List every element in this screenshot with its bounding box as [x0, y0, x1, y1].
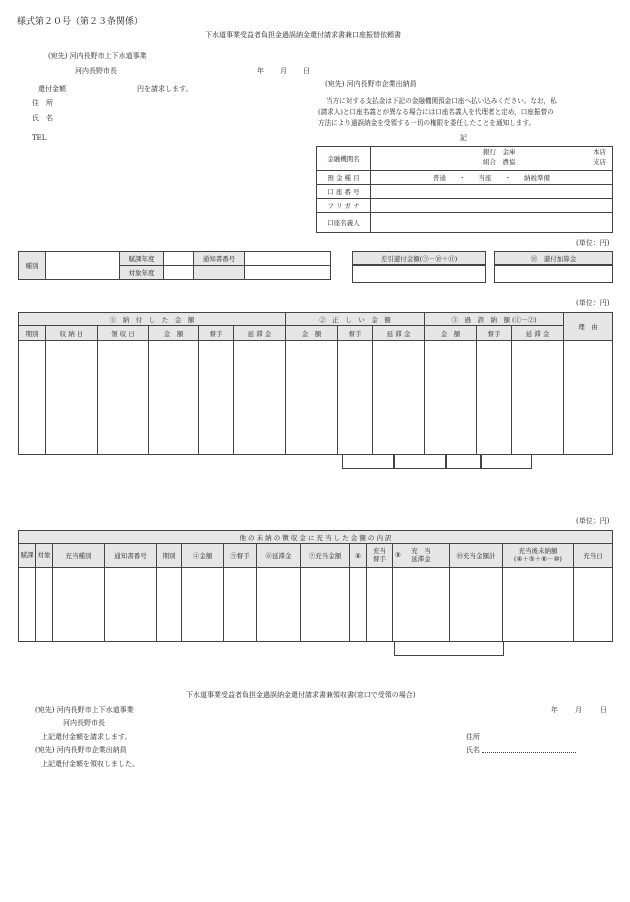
body-cell[interactable] [46, 341, 98, 455]
body-cell[interactable] [234, 341, 286, 455]
receipt-name-line[interactable] [482, 752, 576, 753]
tsuchi-no-lower [194, 266, 245, 280]
body-cell[interactable] [350, 568, 367, 642]
col-tsuchi: 通知書番号 [105, 544, 157, 568]
receipt-line2: 河内長野市長 [63, 719, 105, 727]
unit-label-1: (単位：円) [576, 239, 610, 247]
body-cell[interactable] [477, 341, 512, 455]
name-label: 氏 名 [32, 114, 53, 122]
body-cell[interactable] [149, 341, 199, 455]
total-kingaku-3[interactable] [394, 454, 446, 469]
bank-types-2: 組合 農協 [483, 158, 516, 166]
receipt-day: 日 [600, 706, 607, 714]
deposit-type-label: 預 金 種 目 [317, 171, 371, 185]
receipt-line5: 上記還付金額を領収しました。 [41, 760, 139, 768]
col-kingaku-4: ④金額 [182, 544, 224, 568]
furigana-label: フ リ ガ ナ [317, 199, 371, 213]
col-kibetsu-2: 期別 [157, 544, 182, 568]
branch-1: 本店 [593, 148, 606, 156]
total-juto[interactable] [394, 641, 504, 656]
col-tokushu-2: 督手 [338, 326, 373, 341]
body-cell[interactable] [182, 568, 224, 642]
account-number-cell[interactable] [371, 185, 613, 199]
body-cell[interactable] [574, 568, 613, 642]
payment-table [18, 312, 613, 455]
body-cell[interactable] [503, 568, 574, 642]
kasan-label: ⑪ 還付加算金 [494, 251, 613, 265]
col-9: ⑨ [395, 551, 401, 559]
col-entai-2: 延 滞 金 [373, 326, 425, 341]
tel-label: TEL [32, 134, 47, 142]
body-cell[interactable] [36, 568, 53, 642]
col-tokushu-1: 督手 [199, 326, 234, 341]
col-juto-shubetsu: 充当種別 [53, 544, 105, 568]
form-number: 様式第２０号（第２３条関係） [17, 17, 144, 27]
tsuchi-no-cell[interactable] [245, 252, 331, 266]
receipt-title: 下水道事業受益者負担金過誤納金還付請求書兼領収書(窓口で受領の場合) [186, 691, 416, 699]
body-cell[interactable] [393, 568, 450, 642]
col-mino-2: (④＋⑤＋⑥－⑩) [514, 554, 562, 563]
fuka-nendo-cell[interactable] [164, 252, 194, 266]
total-entai-3[interactable] [481, 454, 532, 469]
col-ryoshu-bi: 領 収 日 [98, 326, 149, 341]
total-tokushu-3[interactable] [446, 454, 481, 469]
receipt-line3: 上記還付金額を請求します。 [41, 733, 132, 741]
allocation-heading: 他 の 未 納 の 徴 収 金 に 充 当 し た 金 額 の 内 訳 [19, 531, 613, 544]
col-9-label [393, 544, 450, 568]
bank-name-cell[interactable] [371, 147, 613, 171]
col-mino-1: 充当後未納額 [518, 546, 558, 555]
body-cell[interactable] [105, 568, 157, 642]
body-cell[interactable] [512, 341, 564, 455]
reason-header: 理 由 [564, 313, 613, 341]
col-9c: 延滞金 [411, 554, 431, 563]
correct-amount-header: ② 正 し い 金 額 [286, 313, 425, 326]
receipt-line4: (宛先) 河内長野市企業出納員 [35, 746, 127, 754]
col-juto-7: ⑦充当金額 [301, 544, 350, 568]
notice-line2: (請求人)と口座名義とが異なる場合には口座名義人を代理者と定め，口座振替の [318, 108, 554, 116]
body-cell[interactable] [286, 341, 338, 455]
holder-label: 口座名義人 [317, 213, 371, 233]
treasurer-heading: (宛先) 河内長野市企業出納員 [325, 80, 417, 88]
unit-label-2: (単位：円) [576, 299, 610, 307]
bank-table [316, 146, 613, 233]
body-cell[interactable] [367, 568, 393, 642]
body-cell[interactable] [157, 568, 182, 642]
body-cell[interactable] [199, 341, 234, 455]
branch-2: 支店 [593, 158, 606, 166]
col-kibetsu: 期別 [19, 326, 46, 341]
unit-label-3: (単位：円) [576, 517, 610, 525]
deposit-type-cell[interactable]: 普通 ・ 当座 ・ 納税準備 [371, 171, 613, 185]
kasan-cell[interactable] [494, 265, 613, 283]
overpaid-header: ③ 過 誤 納 額 (①－②) [425, 313, 564, 326]
category-table [18, 251, 331, 280]
col-8b: 充当 [373, 547, 386, 556]
col-entai-1: 延 滞 金 [234, 326, 286, 341]
paid-amount-header: ① 納 付 し た 金 額 [19, 313, 286, 326]
fuka-nendo-label: 賦課年度 [120, 252, 164, 266]
form-title: 下水道事業受益者負担金過誤納金還付請求書兼口座振替依頼書 [205, 31, 401, 39]
body-cell[interactable] [338, 341, 373, 455]
bank-name-label: 金融機関名 [317, 147, 371, 171]
sashihiki-label: 差引還付金額(③－⑩＋⑪) [352, 251, 486, 265]
body-cell[interactable] [53, 568, 105, 642]
taisho-nendo-cell[interactable] [164, 266, 194, 280]
body-cell[interactable] [301, 568, 350, 642]
body-cell[interactable] [425, 341, 477, 455]
holder-cell[interactable] [371, 213, 613, 233]
refund-suffix: 円を請求します。 [137, 85, 193, 93]
col-kingaku-2: 金 額 [286, 326, 338, 341]
furigana-cell[interactable] [371, 199, 613, 213]
date-year: 年 [257, 67, 264, 75]
col-8c: 督手 [373, 554, 386, 563]
col-shuno-bi: 収 納 日 [46, 326, 98, 341]
date-day: 日 [303, 67, 310, 75]
refund-label: 還付金額 [38, 85, 66, 93]
notice-line1: 当方に対する支払金は下記の金融機関預金口座へ払い込みください。なお，私 [326, 97, 557, 105]
col-tokushu-5: ⑤督手 [224, 544, 257, 568]
col-kingaku-3: 金 額 [425, 326, 477, 341]
addressee-line1: (宛先) 河内長野市上下水道事業 [48, 52, 147, 60]
body-cell[interactable] [224, 568, 257, 642]
notice-line3: 方法により過誤納金を受領する一切の権限を委任したことを通知します。 [318, 119, 536, 127]
tsuchi-no-lower-cell[interactable] [245, 266, 331, 280]
body-cell[interactable] [19, 341, 46, 455]
col-juto-bi: 充当日 [574, 544, 613, 568]
total-entai-2[interactable] [342, 454, 394, 469]
col-kingaku-1: 金 額 [149, 326, 199, 341]
account-number-label: 口 座 番 号 [317, 185, 371, 199]
shubetsu-label: 種別 [19, 252, 46, 280]
body-cell[interactable] [373, 341, 425, 455]
col-fuka: 賦課 [19, 544, 36, 568]
receipt-address-label: 住所 [466, 733, 480, 741]
col-9b: 充 当 [411, 547, 431, 556]
col-taisho: 対象 [36, 544, 53, 568]
taisho-nendo-label: 対象年度 [120, 266, 164, 280]
addressee-line2: 河内長野市長 [75, 67, 117, 75]
col-8: ⑧ [350, 544, 367, 568]
ki-label: 記 [460, 134, 467, 142]
col-entai-3: 延 滞 金 [512, 326, 564, 341]
body-cell[interactable] [450, 568, 503, 642]
receipt-month: 月 [575, 706, 582, 714]
receipt-name-label: 氏名 [466, 746, 480, 754]
body-cell[interactable] [564, 341, 613, 455]
body-cell[interactable] [19, 568, 36, 642]
col-mino [503, 544, 574, 568]
allocation-table [18, 530, 613, 642]
body-cell[interactable] [98, 341, 149, 455]
sashihiki-cell[interactable] [352, 265, 486, 283]
address-label: 住 所 [32, 99, 53, 107]
receipt-line1: (宛先) 河内長野市上下水道事業 [35, 706, 134, 714]
bank-types-1: 銀行 金庫 [483, 148, 516, 156]
col-8-label [367, 544, 393, 568]
col-entai-6: ⑥延滞金 [257, 544, 301, 568]
tsuchi-no-label: 通知書番号 [194, 252, 245, 266]
receipt-year: 年 [551, 706, 558, 714]
col-10: ⑩充当金額計 [450, 544, 503, 568]
shubetsu-cell[interactable] [46, 252, 120, 280]
body-cell[interactable] [257, 568, 301, 642]
date-month: 月 [280, 67, 287, 75]
col-tokushu-3: 督手 [477, 326, 512, 341]
